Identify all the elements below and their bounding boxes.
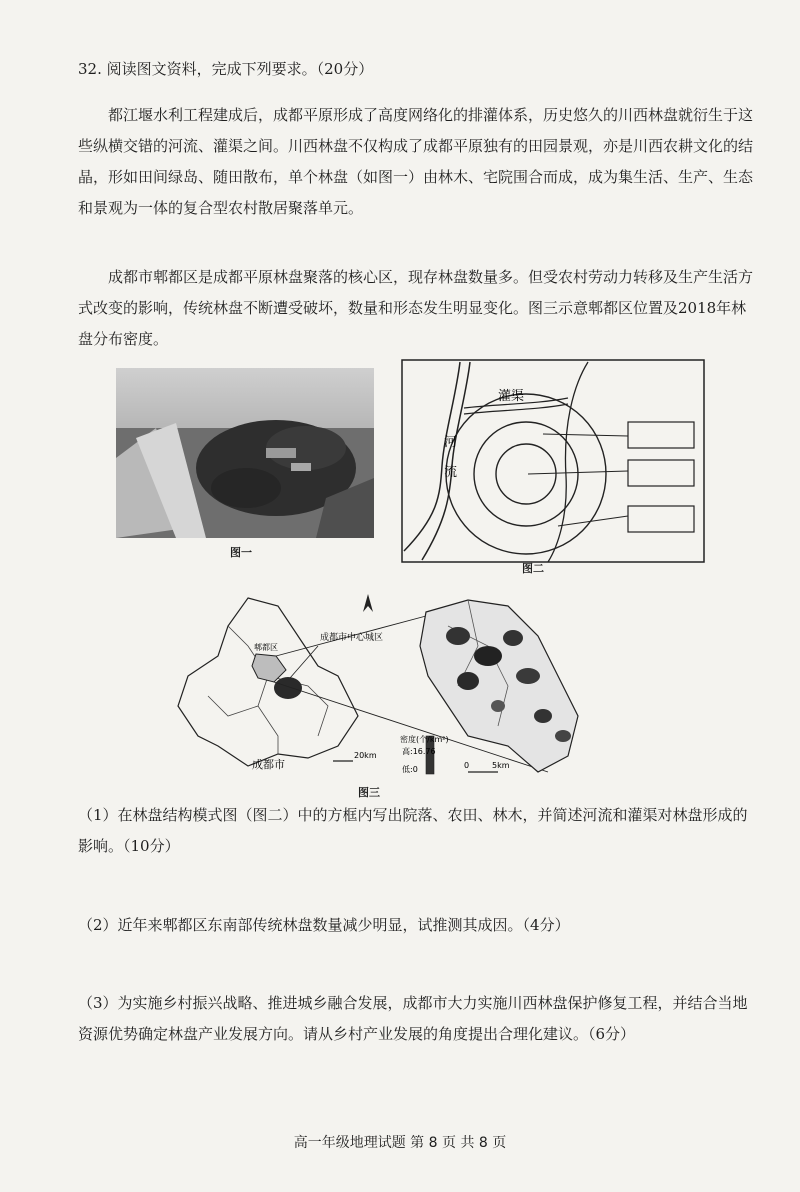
figure-1-caption: 图一 [230, 546, 252, 559]
fig3-district-label: 郫都区 [254, 643, 278, 652]
figure-2-caption: 图二 [522, 562, 544, 575]
fig3-scale-2-zero: 0 [464, 761, 470, 770]
question-title: 32. 阅读图文资料，完成下列要求。（20分） [78, 60, 374, 78]
subquestion-1: （1）在林盘结构模式图（图二）中的方框内写出院落、农田、林木，并简述河流和灌渠对林盘形成的影响。（10分） [78, 806, 748, 855]
fig3-scale-2: 5km [492, 761, 510, 770]
fig3-city-center-label: 成都市中心城区 [320, 633, 384, 643]
intro-paragraph-1: 都江堰水利工程建成后，成都平原形成了高度网络化的排灌体系，历史悠久的川西林盘就衍生于这些纵横交错的河流、灌渠之间。川西林盘不仅构成了成都平原独有的田园景观，亦是川西农耕文化的结晶，形如田间绿岛、随田散布，单个林盘（如图一）由林木、宅院围合而成，成为集生活、生产、生态和景观为一体的复合型农村散居聚落单元。 [78, 106, 754, 217]
fig3-legend-high: 高:16.76 [402, 747, 436, 756]
fig2-canal-label: 灌渠 [498, 389, 525, 404]
figure-1-photo [116, 368, 374, 538]
fig3-legend-low: 低:0 [402, 765, 418, 774]
figure-3-map [168, 586, 598, 782]
subquestion-3: （3）为实施乡村振兴战略、推进城乡融合发展，成都市大力实施川西林盘保护修复工程，并结合当地资源优势确定林盘产业发展方向。请从乡村产业发展的角度提出合理化建议。（6分） [78, 994, 748, 1043]
fig2-river-label-1: 河 [444, 435, 458, 450]
intro-paragraph-2: 成都市郫都区是成都平原林盘聚落的核心区，现存林盘数量多。但受农村劳动力转移及生产生活方式改变的影响，传统林盘不断遭受破坏，数量和形态发生明显变化。图三示意郫都区位置及2018年林盘分布密度。 [78, 268, 754, 348]
page-footer: 高一年级地理试题 第 8 页 共 8 页 [293, 1135, 507, 1151]
figure-2-diagram [398, 356, 708, 566]
fig3-scale-1: 20km [354, 751, 377, 760]
fig3-city-label: 成都市 [252, 758, 285, 771]
subquestion-2: （2）近年来郫都区东南部传统林盘数量减少明显，试推测其成因。（4分） [78, 916, 570, 934]
figure-3-caption: 图三 [358, 786, 380, 799]
fig2-river-label-2: 流 [444, 465, 458, 480]
fig3-legend-title: 密度(个/km²) [400, 735, 449, 744]
